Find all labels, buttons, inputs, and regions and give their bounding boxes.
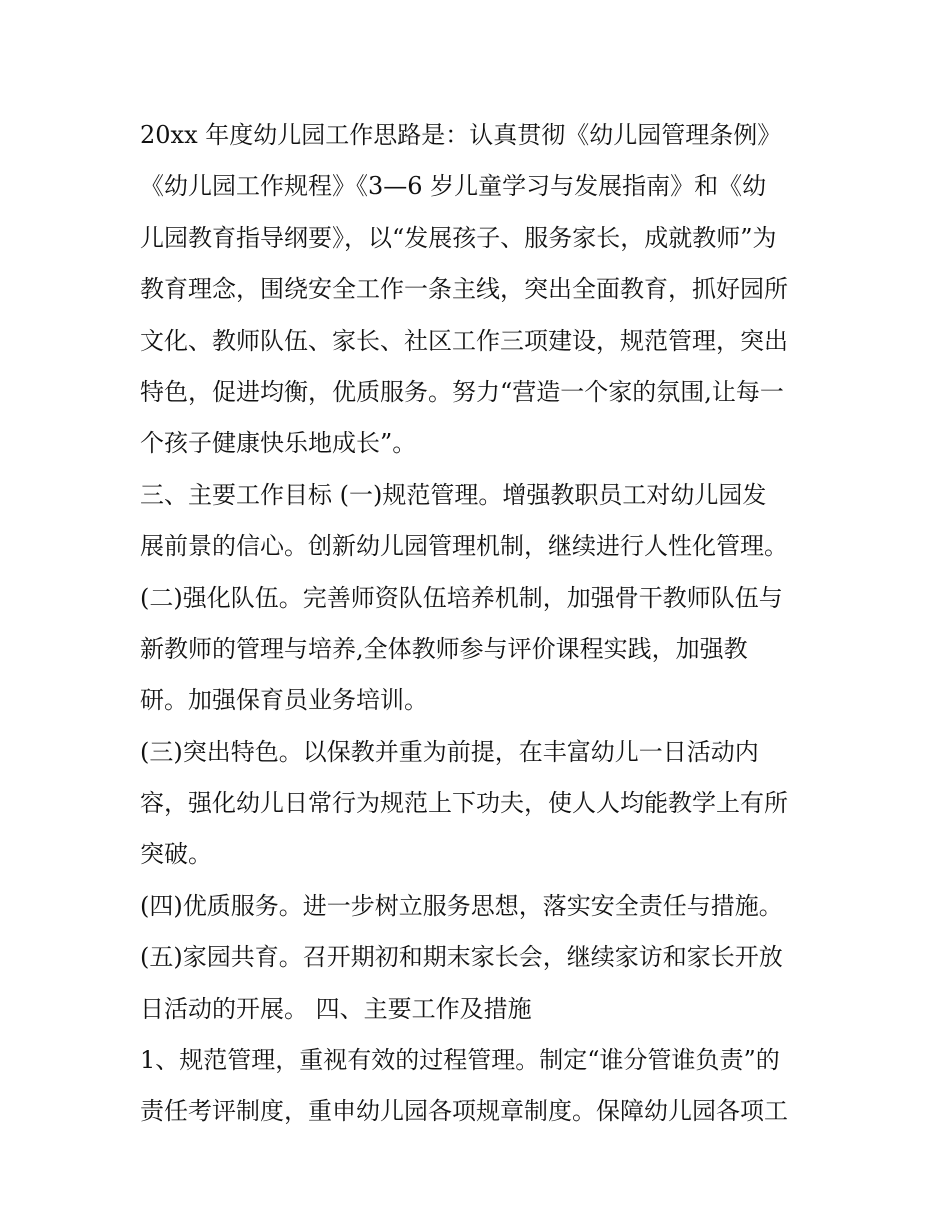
body-text	[140, 110, 830, 1138]
text-line: 20xx 年度幼儿园工作思路是：认真贯彻《幼儿园管理条例》	[140, 121, 782, 149]
text-line: 新教师的管理与培养,全体教师参与评价课程实践，加强教	[140, 634, 748, 663]
text-line: 突破。	[140, 840, 212, 869]
text-line: (二)强化队伍。完善师资队伍培养机制，加强骨干教师队伍与	[140, 583, 783, 612]
text-line: 文化、教师队伍、家长、社区工作三项建设，规范管理，突出	[140, 326, 788, 355]
section-heading-line: 三、主要工作目标 (一)规范管理。增强教职员工对幼儿园发	[140, 480, 767, 509]
text-line: (五)家园共育。召开期初和期末家长会，继续家访和家长开放	[140, 943, 783, 972]
text-line: (三)突出特色。以保教并重为前提，在丰富幼儿一日活动内	[140, 737, 759, 766]
text-line: 《幼儿园工作规程》《3—6 岁儿童学习与发展指南》和《幼	[140, 172, 767, 201]
text-line: 教育理念，围绕安全工作一条主线，突出全面教育，抓好园所	[140, 275, 788, 304]
section-heading-line: 日活动的开展。 四、主要工作及措施	[140, 994, 532, 1023]
text-line: (四)优质服务。进一步树立服务思想，落实安全责任与措施。	[140, 891, 783, 920]
text-line: 展前景的信心。创新幼儿园管理机制，继续进行人性化管理。	[140, 532, 788, 561]
text-line: 1、规范管理，重视有效的过程管理。制定“谁分管谁负责”的	[140, 1046, 780, 1075]
text-line: 特色，促进均衡，优质服务。努力“营造一个家的氛围,让每一	[140, 377, 784, 406]
text-line: 责任考评制度，重申幼儿园各项规章制度。保障幼儿园各项工	[140, 1097, 788, 1126]
text-line: 容，强化幼儿日常行为规范上下功夫，使人人均能教学上有所	[140, 789, 788, 818]
text-line: 个孩子健康快乐地成长”。	[140, 429, 417, 458]
text-line: 儿园教育指导纲要》，以“发展孩子、服务家长，成就教师”为	[140, 223, 777, 252]
text-line: 研。加强保育员业务培训。	[140, 686, 428, 715]
